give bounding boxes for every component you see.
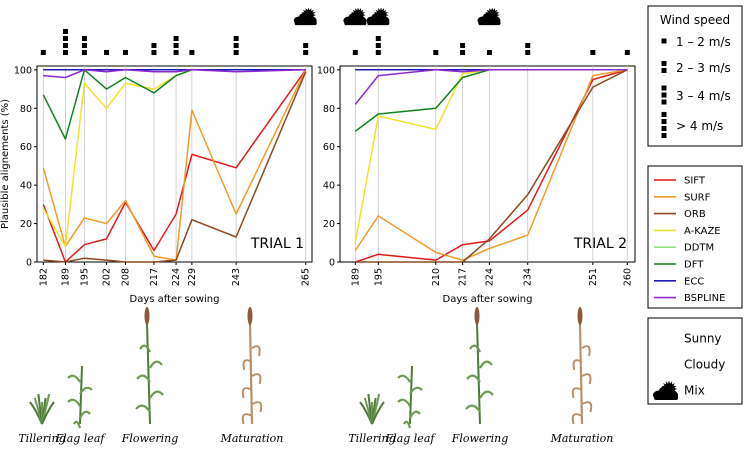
plant-tillering-illustration <box>360 394 384 424</box>
weather-mix-icon <box>343 5 368 25</box>
trial-1-y-axis-label: Plausible alignements (%) <box>0 98 11 230</box>
trial-2-weather-row <box>343 5 502 25</box>
growth-stage-label: Flag leaf <box>385 432 435 445</box>
wind-speed-bar <box>234 36 239 55</box>
wind-block <box>174 36 179 41</box>
growth-stage-label: Flowering <box>451 432 509 445</box>
plant-tillering-illustration <box>30 394 54 424</box>
wind-legend-symbol <box>662 86 667 105</box>
wind-block <box>82 50 87 55</box>
leaf <box>582 402 591 412</box>
wind-legend-label: > 4 m/s <box>676 119 724 133</box>
wind-block <box>662 39 667 44</box>
growth-stage-label: Flowering <box>121 432 179 445</box>
plant-flagleaf-illustration <box>398 366 422 428</box>
legend-label: A-KAZE <box>684 225 721 237</box>
stem <box>250 324 252 424</box>
wind-block <box>151 43 156 48</box>
wind-legend-title: Wind speed <box>659 13 731 27</box>
leaf <box>80 412 90 418</box>
wind-speed-bar <box>625 50 630 55</box>
leaf <box>68 400 80 406</box>
wind-block <box>189 50 194 55</box>
x-tick-label: 260 <box>622 268 634 287</box>
stem <box>580 324 582 424</box>
x-tick-label: 265 <box>300 268 312 287</box>
wind-speed-bar <box>353 50 358 55</box>
wind-block <box>662 126 667 131</box>
x-tick-label: 229 <box>186 268 198 287</box>
y-tick-label: 40 <box>19 180 32 192</box>
weather-legend-label: Sunny <box>684 331 722 346</box>
wind-block <box>234 36 239 41</box>
y-tick-label: 100 <box>13 65 32 77</box>
wind-block <box>174 43 179 48</box>
y-tick-label: 80 <box>322 103 335 115</box>
wind-block <box>525 43 530 48</box>
trial-1-label: TRIAL 1 <box>250 236 304 252</box>
wind-block <box>460 43 465 48</box>
legend-label: SURF <box>684 192 711 204</box>
y-tick-label: 40 <box>322 180 335 192</box>
wind-block <box>662 100 667 105</box>
growth-stage-label: Flag leaf <box>55 432 105 445</box>
trial-2-x-axis-label: Days after sowing <box>442 294 533 305</box>
weather-legend-label: Mix <box>684 383 705 398</box>
x-tick-label: 243 <box>231 268 243 287</box>
leaf <box>150 362 162 368</box>
leaf <box>582 374 590 384</box>
wind-block <box>151 50 156 55</box>
wind-block <box>662 61 667 66</box>
trial-2-y-ticks <box>317 65 340 268</box>
wind-block <box>487 50 492 55</box>
x-tick-label: 202 <box>101 268 113 287</box>
plant-flagleaf-illustration <box>68 366 92 428</box>
trial-1-panel <box>0 5 318 305</box>
spike <box>145 307 150 325</box>
wind-block <box>63 36 68 41</box>
wind-block <box>303 50 308 55</box>
trial-1-x-axis-label: Days after sowing <box>129 294 220 305</box>
leaf <box>398 400 410 406</box>
spike <box>475 307 480 325</box>
leaf <box>480 392 493 398</box>
plant-maturation-illustration <box>243 307 261 424</box>
leaf <box>243 414 252 424</box>
wind-speed-bar <box>189 50 194 55</box>
wind-speed-bar <box>303 43 308 55</box>
wind-block <box>662 133 667 138</box>
x-tick-label: 189 <box>60 268 72 287</box>
series-line-a-kaze <box>355 70 627 243</box>
wind-block <box>662 93 667 98</box>
weather-legend <box>648 318 742 404</box>
x-tick-label: 234 <box>522 268 534 287</box>
y-tick-label: 80 <box>19 103 32 115</box>
wind-speed-bar <box>82 36 87 55</box>
wind-speed-bar <box>41 50 46 55</box>
leaf <box>573 414 582 424</box>
legend-label: SIFT <box>684 175 705 187</box>
y-tick-label: 20 <box>19 219 32 231</box>
wind-speed-bar <box>590 50 595 55</box>
wind-block <box>303 43 308 48</box>
wind-speed-legend <box>648 6 742 146</box>
wind-block <box>376 50 381 55</box>
wind-block <box>433 50 438 55</box>
series-line-dft <box>355 70 627 132</box>
spike <box>248 307 253 325</box>
wind-speed-bar <box>487 50 492 55</box>
wind-speed-bar <box>123 50 128 55</box>
wind-speed-bar <box>460 43 465 55</box>
plant-maturation-illustration <box>573 307 591 424</box>
x-tick-label: 251 <box>587 268 599 287</box>
trial-1-series-lines <box>43 70 305 262</box>
wind-block <box>376 43 381 48</box>
wind-block <box>525 50 530 55</box>
x-tick-label: 182 <box>38 268 50 287</box>
trial-2-gridlines <box>355 66 627 262</box>
growth-stages <box>18 307 613 445</box>
wind-speed-bar <box>151 43 156 55</box>
y-tick-label: 0 <box>25 257 32 269</box>
wind-block <box>234 50 239 55</box>
trial-1-plot-frame <box>37 66 312 262</box>
trial-2-plot-frame <box>340 66 635 262</box>
wind-speed-bar <box>525 43 530 55</box>
trial-2-wind-row <box>353 36 630 55</box>
spike <box>578 307 583 325</box>
wind-block <box>460 50 465 55</box>
legend-label: DFT <box>684 259 704 271</box>
legend-label: ECC <box>684 276 705 288</box>
x-tick-label: 195 <box>373 268 385 287</box>
y-tick-label: 60 <box>322 142 335 154</box>
wind-block <box>662 68 667 73</box>
leaf <box>410 412 420 418</box>
x-tick-label: 195 <box>79 268 91 287</box>
leaf <box>466 406 480 412</box>
wind-block <box>123 50 128 55</box>
growth-stage-label: Tillering <box>348 432 396 445</box>
wind-legend-label: 2 – 3 m/s <box>676 61 731 75</box>
trial-2-label: TRIAL 2 <box>573 236 627 252</box>
wind-block <box>662 112 667 117</box>
x-tick-label: 217 <box>457 268 469 287</box>
wind-speed-bar <box>376 36 381 55</box>
wind-legend-label: 3 – 4 m/s <box>676 89 731 103</box>
weather-mix-icon <box>294 5 319 25</box>
leaf <box>150 392 163 398</box>
wind-block <box>353 50 358 55</box>
growth-stage-label: Maturation <box>220 432 284 445</box>
legend-label: BSPLINE <box>684 293 726 305</box>
method-legend <box>648 166 742 308</box>
wind-block <box>82 36 87 41</box>
x-tick-label: 208 <box>120 268 132 287</box>
wind-block <box>82 43 87 48</box>
wind-legend-symbol <box>662 39 667 44</box>
plant-flowering-illustration <box>466 307 493 424</box>
leaf <box>136 406 150 412</box>
y-tick-label: 60 <box>19 142 32 154</box>
x-tick-label: 210 <box>430 268 442 287</box>
x-tick-label: 189 <box>350 268 362 287</box>
wind-block <box>63 43 68 48</box>
y-tick-label: 0 <box>328 257 335 269</box>
leaf <box>68 376 80 382</box>
leaf <box>252 402 261 412</box>
wind-block <box>376 36 381 41</box>
wind-speed-bar <box>63 29 68 55</box>
y-tick-label: 20 <box>322 219 335 231</box>
trial-1-y-ticks <box>14 65 37 268</box>
leaf <box>480 362 492 368</box>
x-tick-label: 217 <box>148 268 160 287</box>
trial-2-panel <box>317 5 635 305</box>
leaf <box>252 374 260 384</box>
trial-1-weather-row <box>294 5 319 25</box>
weather-mix-icon <box>477 5 502 25</box>
wind-block <box>174 50 179 55</box>
leaf <box>582 346 590 356</box>
trial-2-x-ticks <box>350 262 633 286</box>
growth-stage-label: Tillering <box>18 432 66 445</box>
legend-label: ORB <box>684 209 706 221</box>
growth-stage-label: Maturation <box>550 432 614 445</box>
trial-2-series-lines <box>355 70 627 262</box>
wind-block <box>41 50 46 55</box>
wind-block <box>662 119 667 124</box>
trial-1-wind-row <box>41 29 308 55</box>
x-tick-label: 224 <box>171 268 183 287</box>
legend-label: DDTM <box>684 242 715 254</box>
series-line-bspline <box>355 70 627 105</box>
series-line-orb <box>355 70 627 262</box>
x-tick-label: 224 <box>484 268 496 287</box>
leaf <box>252 346 260 356</box>
wind-block <box>104 50 109 55</box>
wind-block <box>625 50 630 55</box>
wind-legend-label: 1 – 2 m/s <box>676 35 731 49</box>
trial-1-x-ticks <box>38 262 311 286</box>
wind-speed-bar <box>433 50 438 55</box>
wind-block <box>662 86 667 91</box>
wind-block <box>590 50 595 55</box>
wind-block <box>63 29 68 34</box>
plant-flowering-illustration <box>136 307 163 424</box>
wind-block <box>234 43 239 48</box>
leaf <box>398 376 410 382</box>
wind-speed-bar <box>174 36 179 55</box>
weather-legend-label: Cloudy <box>684 357 726 372</box>
y-tick-label: 100 <box>316 65 335 77</box>
wind-block <box>63 50 68 55</box>
wind-speed-bar <box>104 50 109 55</box>
weather-mix-icon <box>366 5 391 25</box>
